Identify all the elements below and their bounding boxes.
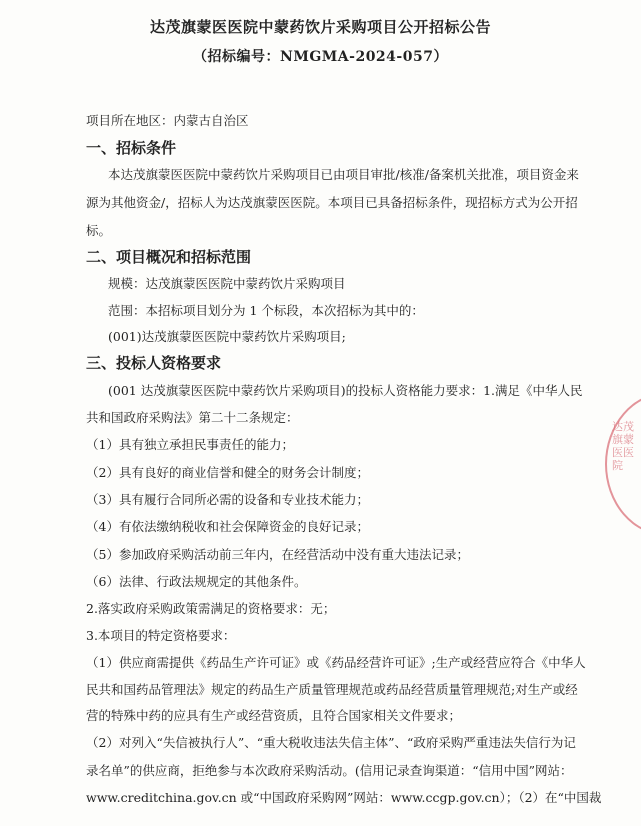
paragraph-line: 本达茂旗蒙医医院中蒙药饮片采购项目已由项目审批/核准/备案机关批准，项目资金来: [108, 167, 579, 182]
paragraph-line: 范围：本招标项目划分为 1 个标段，本次招标为其中的：: [108, 303, 424, 318]
paragraph-line: 录名单”的供应商，拒绝参与本次政府采购活动。(信用记录查询渠道：“信用中国”网站：: [86, 763, 573, 778]
paragraph-line: 营的特殊中药的应具有生产或经营资质，且符合国家相关文件要求；: [86, 708, 462, 723]
paragraph-line: 2.落实政府采购政策需满足的资格要求：无；: [86, 601, 336, 616]
paragraph-line: （6）法律、行政法规规定的其他条件。: [86, 574, 307, 589]
paragraph-line: （1）供应商需提供《药品生产许可证》或《药品经营许可证》;生产或经营应符合《中华人: [86, 655, 586, 670]
section-heading-2: 二、项目概况和招标范围: [86, 248, 252, 266]
tender-code: （招标编号：NMGMA-2024-057）: [193, 49, 448, 65]
section-heading-3: 三、投标人资格要求: [86, 354, 222, 372]
paragraph-line: 源为其他资金/，招标人为达茂旗蒙医医院。本项目已具备招标条件，现招标方式为公开招: [86, 195, 578, 210]
paragraph-line: （3）具有履行合同所必需的设备和专业技术能力；: [86, 492, 369, 507]
paragraph-line: 共和国政府采购法》第二十二条规定：: [86, 410, 299, 425]
paragraph-line: (001)达茂旗蒙医医院中蒙药饮片采购项目;: [108, 329, 346, 344]
paragraph-line: （4）有依法缴纳税收和社会保障资金的良好记录；: [86, 519, 369, 534]
section-heading-1: 一、招标条件: [86, 139, 177, 157]
paragraph-line: （5）参加政府采购活动前三年内，在经营活动中没有重大违法记录；: [86, 547, 469, 562]
paragraph-line: (001 达茂旗蒙医医院中蒙药饮片采购项目)的投标人资格能力要求：1.满足《中华人民: [108, 383, 583, 398]
paragraph-line: www.creditchina.gov.cn 或“中国政府采购网”网站：www.ccgp.gov.cn）；（2）在“中国裁: [86, 790, 602, 805]
project-region: 项目所在地区：内蒙古自治区: [86, 113, 249, 128]
paragraph-line: 3.本项目的特定资格要求：: [86, 628, 236, 643]
paragraph-line: （2）具有良好的商业信誉和健全的财务会计制度；: [86, 465, 369, 480]
official-seal-text: 达茂旗蒙医医院: [612, 420, 634, 472]
document-title: 达茂旗蒙医医院中蒙药饮片采购项目公开招标公告: [149, 18, 491, 36]
paragraph-line: 规模：达茂旗蒙医医院中蒙药饮片采购项目: [108, 276, 346, 291]
paragraph-line: 标。: [86, 223, 112, 238]
paragraph-line: （1）具有独立承担民事责任的能力；: [86, 437, 294, 452]
paragraph-line: （2）对列入“失信被执行人”、“重大税收违法失信主体”、“政府采购严重违法失信行为记: [86, 735, 576, 750]
paragraph-line: 民共和国药品管理法》规定的药品生产质量管理规范或药品经营质量管理规范;对生产或经: [86, 682, 578, 697]
